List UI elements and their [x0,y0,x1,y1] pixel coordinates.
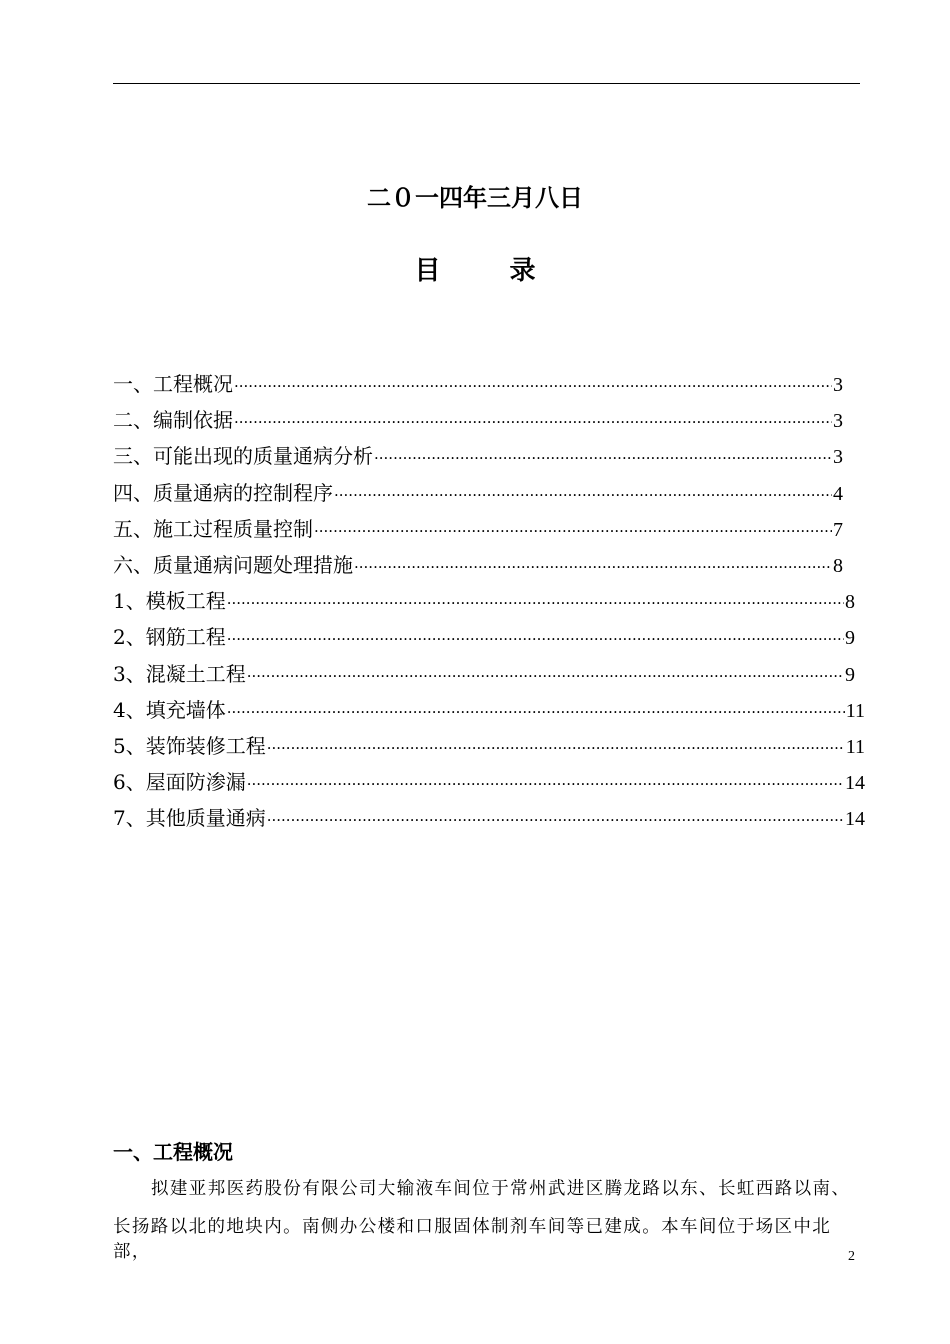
toc-entry-label: 六、质量通病问题处理措施 [113,552,353,577]
toc-entry[interactable] [113,694,865,730]
toc-entry[interactable] [113,802,865,838]
toc-entry-page: 14 [845,772,865,795]
toc-leader-dots [334,486,832,504]
toc-leader-dots [227,703,845,721]
toc-entry[interactable] [113,621,855,657]
toc-entry-label: 7、其他质量通病 [113,806,266,831]
table-of-contents [113,368,865,838]
toc-entry[interactable] [113,477,843,513]
toc-entry[interactable] [113,585,855,621]
toc-entry-label: 3、混凝土工程 [113,661,246,686]
toc-leader-dots [354,558,832,576]
toc-entry[interactable] [113,549,843,585]
toc-leader-dots [234,413,832,431]
toc-entry-page: 3 [833,374,843,396]
toc-leader-dots [227,594,844,612]
toc-leader-dots [314,522,832,540]
toc-entry-page: 3 [833,446,843,469]
toc-entry[interactable] [113,766,865,802]
toc-leader-dots [234,377,832,395]
toc-leader-dots [267,739,845,757]
toc-leader-dots [374,449,832,467]
toc-entry-label: 2、钢筋工程 [113,625,226,650]
toc-entry-page: 9 [845,663,855,686]
toc-entry-label: 四、质量通病的控制程序 [113,480,333,505]
toc-leader-dots [267,811,844,829]
toc-entry-page: 11 [845,735,865,758]
toc-entry-label: 5、装饰装修工程 [113,733,266,758]
toc-entry-page: 7 [833,518,843,541]
toc-entry-page: 9 [845,627,855,650]
toc-entry-label: 二、编制依据 [113,408,233,433]
toc-entry-page: 8 [833,554,843,577]
toc-entry[interactable] [113,404,843,440]
toc-entry-label: 4、填充墙体 [113,697,226,722]
header-rule [113,83,860,84]
toc-entry[interactable] [113,730,865,766]
toc-entry-page: 3 [833,410,843,433]
toc-leader-dots [247,775,844,793]
toc-leader-dots [227,630,844,648]
toc-entry[interactable] [113,513,843,549]
body-paragraph-line: 拟建亚邦医药股份有限公司大输液车间位于常州武进区腾龙路以东、长虹西路以南、 [151,1179,851,1199]
toc-entry-page: 8 [845,591,855,614]
body-paragraph-line: 长扬路以北的地块内。南侧办公楼和口服固体制剂车间等已建成。本车间位于场区中北部， [113,1217,832,1262]
toc-entry[interactable] [113,368,843,404]
toc-entry-page: 11 [845,699,865,722]
toc-entry[interactable] [113,658,855,694]
section-heading: 一、工程概况 [113,1140,233,1164]
toc-entry-page: 4 [833,482,843,505]
toc-entry-page: 14 [845,808,865,831]
toc-entry-label: 一、工程概况 [113,372,233,396]
toc-title: 目 录 [414,256,566,286]
toc-entry-label: 1、模板工程 [113,589,226,614]
toc-entry[interactable] [113,440,843,476]
toc-entry-label: 五、施工过程质量控制 [113,516,313,541]
page-number: 2 [848,1249,855,1264]
toc-entry-label: 6、屋面防渗漏 [113,770,246,795]
toc-entry-label: 三、可能出现的质量通病分析 [113,444,373,469]
document-date: 二０一四年三月八日 [367,184,583,212]
toc-leader-dots [247,667,844,685]
